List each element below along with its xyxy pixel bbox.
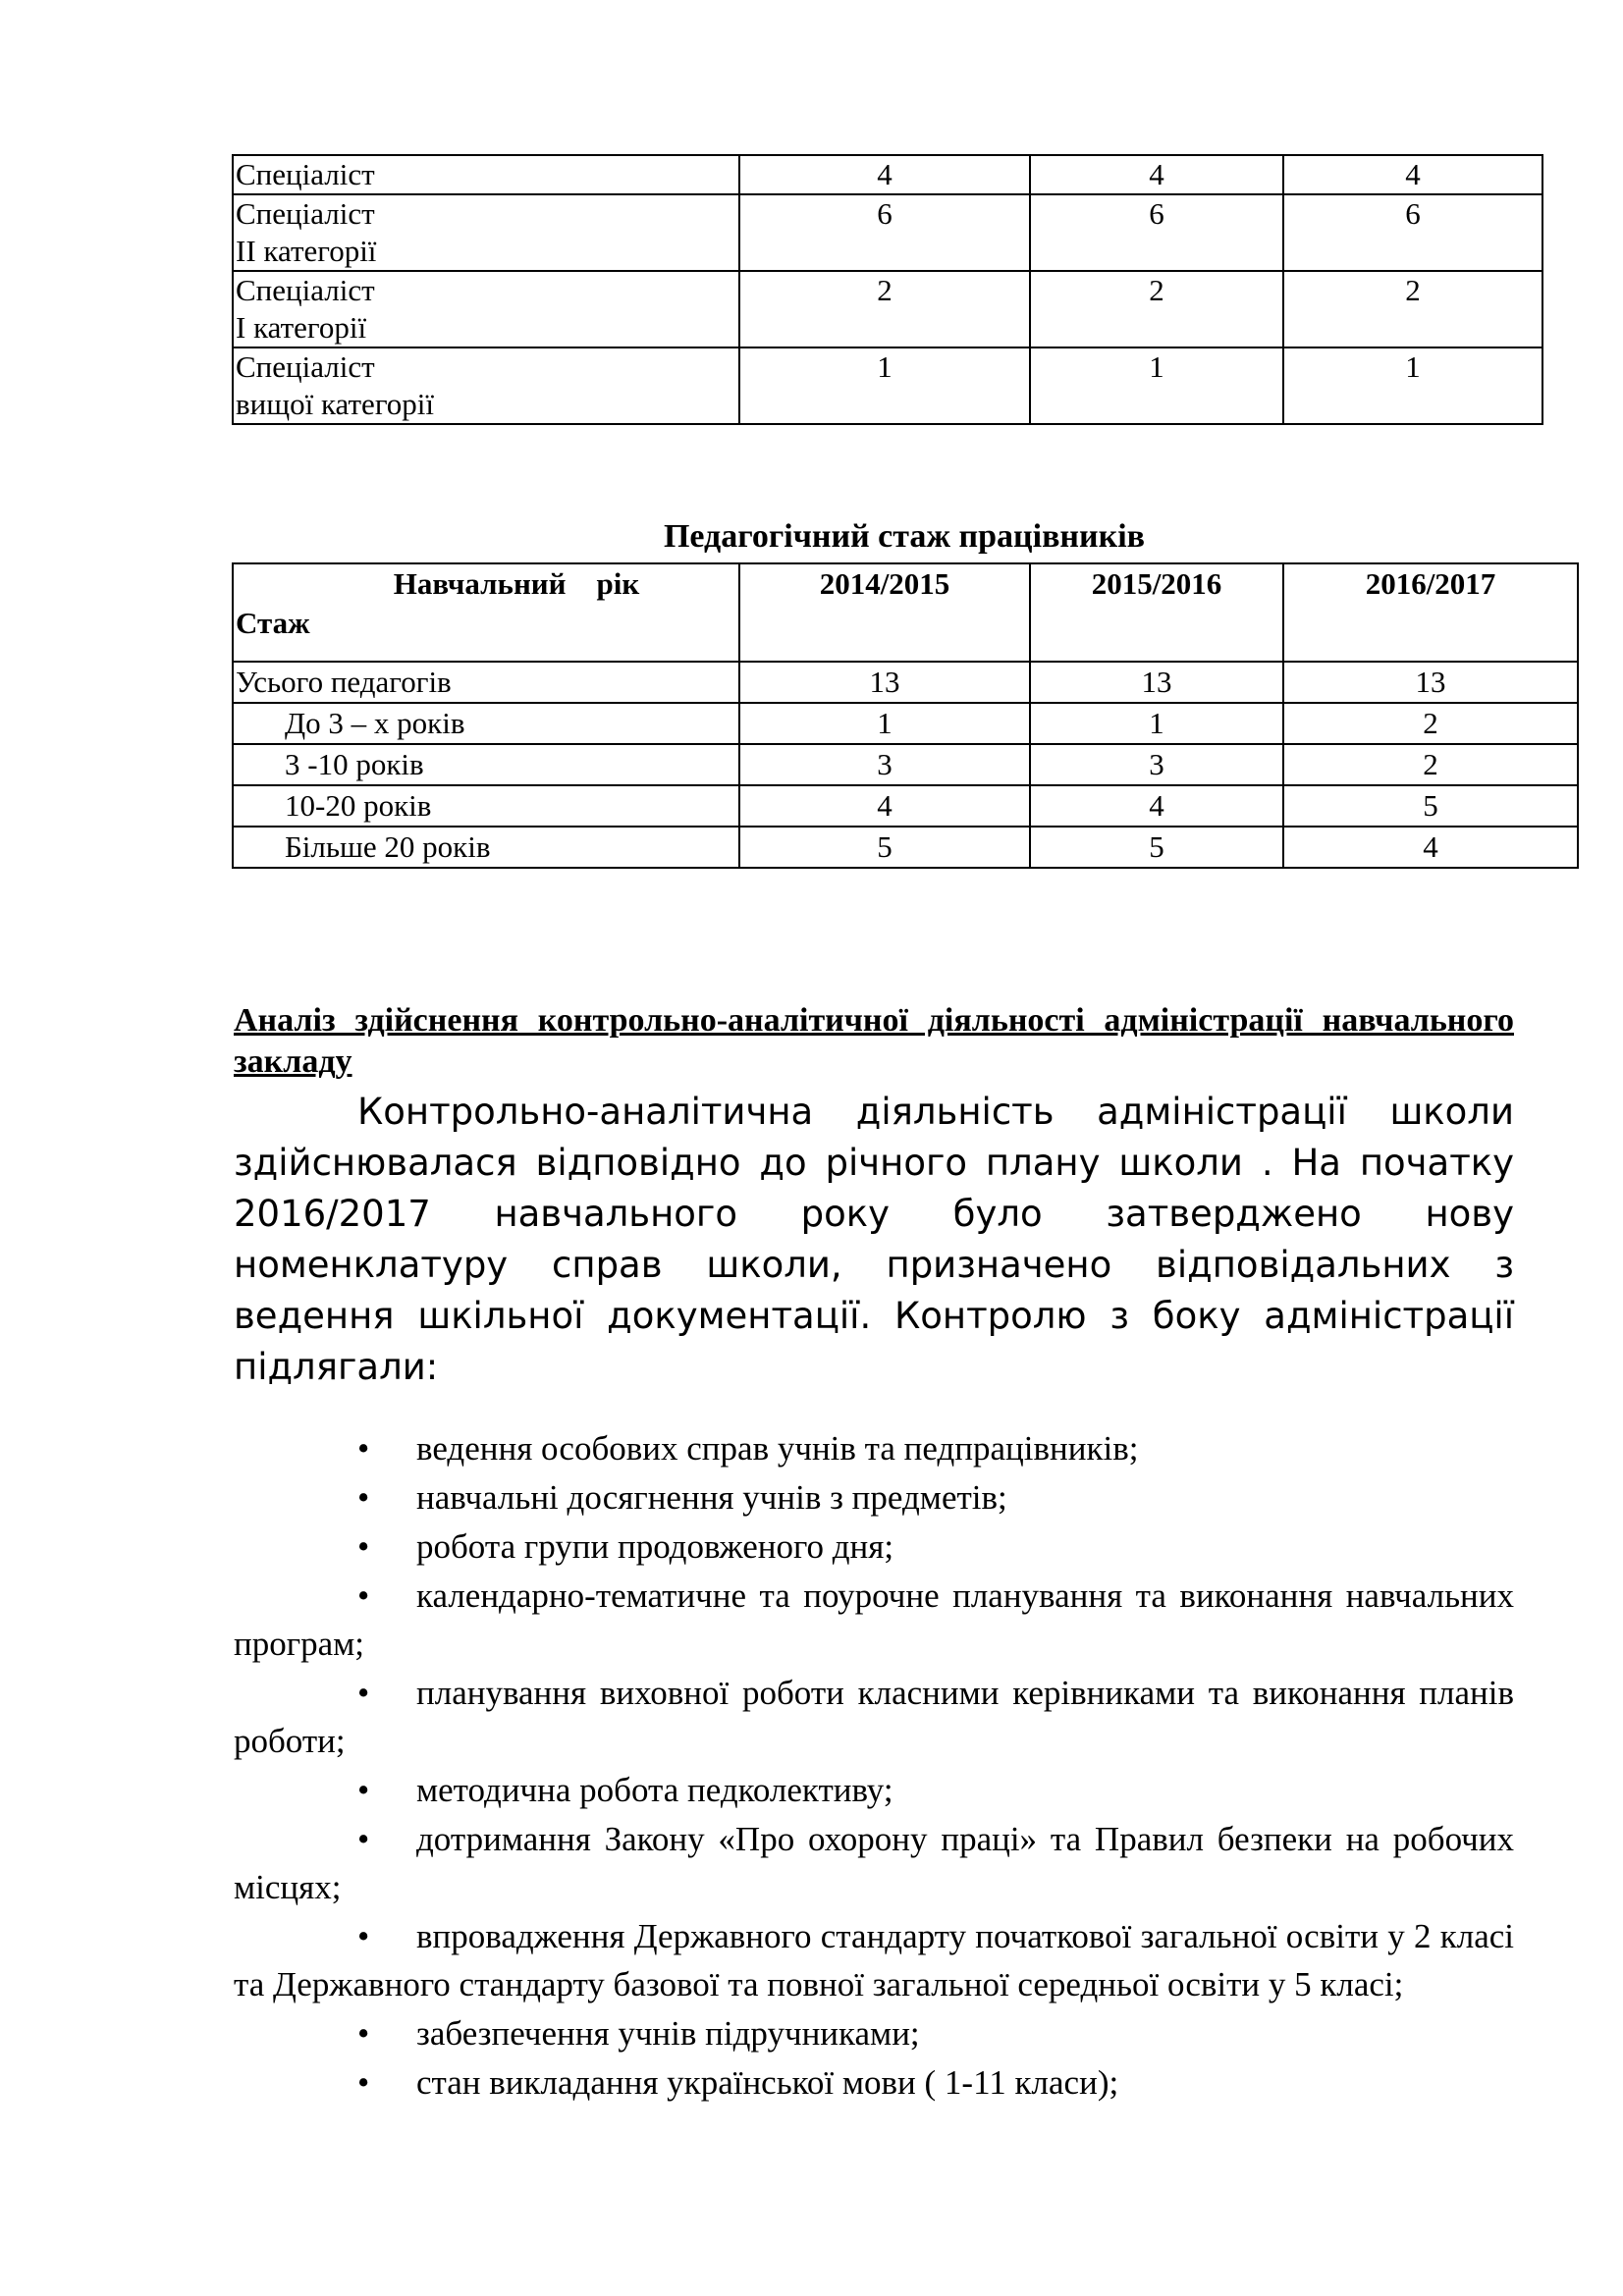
experience-label-cell: 10-20 років (233, 785, 739, 827)
list-item-text: стан викладання української мови ( 1-11 класи); (416, 2063, 1119, 2102)
qualification-value-cell: 4 (1030, 155, 1283, 194)
experience-table (232, 562, 1579, 869)
qualification-row (233, 347, 1542, 424)
list-item-text: робота групи продовженого дня; (416, 1527, 894, 1566)
bullet-icon: • (357, 1478, 370, 1517)
header-corner-cell (233, 563, 739, 662)
control-items-list (234, 1424, 1514, 2108)
list-item (234, 1912, 1514, 2008)
experience-label-cell: До 3 – х років (233, 703, 739, 744)
header-year-cell: 2014/2015 (739, 563, 1030, 662)
qualification-value-cell: 6 (1283, 194, 1542, 271)
experience-row (233, 785, 1578, 827)
qualification-row (233, 194, 1542, 271)
experience-row (233, 662, 1578, 703)
list-item-text: календарно-тематичне та поурочне планування та виконання навчальних програм; (234, 1576, 1514, 1663)
header-stazh-label: Стаж (236, 606, 310, 640)
list-item-text: планування виховної роботи класними керівниками та виконання планів роботи; (234, 1674, 1514, 1760)
bullet-icon: • (357, 1820, 370, 1858)
bullet-icon: • (357, 1576, 370, 1615)
qualification-value-cell: 6 (1030, 194, 1283, 271)
header-year-label: Навчальний рік (393, 566, 640, 601)
experience-value-cell: 2 (1283, 703, 1578, 744)
list-item (234, 1815, 1514, 1911)
qualification-value-cell: 1 (1030, 347, 1283, 424)
bullet-icon: • (357, 1674, 370, 1712)
experience-row (233, 703, 1578, 744)
qualification-row (233, 155, 1542, 194)
qualification-label-cell: Спеціаліст ІІ категорії (233, 194, 739, 271)
qualification-row (233, 271, 1542, 347)
bullet-icon: • (357, 1917, 370, 1955)
qualification-value-cell: 1 (1283, 347, 1542, 424)
list-item (234, 1669, 1514, 1765)
list-item-text: ведення особових справ учнів та педпрацівників; (416, 1429, 1139, 1468)
qualification-label-cell: Спеціаліст вищої категорії (233, 347, 739, 424)
qualification-value-cell: 1 (739, 347, 1030, 424)
list-item (234, 1473, 1514, 1522)
bullet-icon: • (357, 1771, 370, 1809)
list-item (234, 2058, 1514, 2107)
experience-value-cell: 3 (739, 744, 1030, 785)
intro-paragraph: Контрольно-аналітична діяльність адміністрації школи здійснювалася відповідно до річного плану школи . На початку 2016/2017 навчального року було затверджено нову номенклатуру справ школи, призначено відповідальних з ведення шкільної документації. Контролю з боку адміністрації підлягали: (234, 1091, 1514, 1388)
experience-label-cell: Більше 20 років (233, 827, 739, 868)
experience-value-cell: 4 (739, 785, 1030, 827)
qualification-value-cell: 2 (1030, 271, 1283, 347)
header-year-cell: 2015/2016 (1030, 563, 1283, 662)
qualification-table (232, 154, 1543, 425)
experience-value-cell: 3 (1030, 744, 1283, 785)
experience-value-cell: 5 (739, 827, 1030, 868)
qualification-label-cell: Спеціаліст І категорії (233, 271, 739, 347)
qualification-value-cell: 6 (739, 194, 1030, 271)
qualification-value-cell: 4 (739, 155, 1030, 194)
experience-value-cell: 13 (1030, 662, 1283, 703)
section-heading: Аналіз здійснення контрольно-аналітичної діяльності адміністрації навчального закладу (234, 1002, 1514, 1080)
header-year-cell: 2016/2017 (1283, 563, 1578, 662)
experience-row (233, 827, 1578, 868)
list-item (234, 1424, 1514, 1472)
experience-value-cell: 1 (1030, 703, 1283, 744)
experience-value-cell: 5 (1030, 827, 1283, 868)
experience-value-cell: 4 (1030, 785, 1283, 827)
experience-value-cell: 13 (1283, 662, 1578, 703)
qualification-value-cell: 2 (1283, 271, 1542, 347)
list-item-text: впровадження Державного стандарту початкової загальної освіти у 2 класі та Державного стандарту базової та повної загальної середньої освіти у 5 класі; (234, 1917, 1514, 2003)
list-item (234, 1766, 1514, 1814)
bullet-icon: • (357, 1527, 370, 1566)
list-item-text: забезпечення учнів підручниками; (416, 2014, 920, 2053)
bullet-icon: • (357, 1429, 370, 1468)
experience-table-title: Педагогічний стаж працівників (663, 518, 1146, 555)
bullet-icon: • (357, 2063, 370, 2102)
experience-value-cell: 2 (1283, 744, 1578, 785)
list-item-text: навчальні досягнення учнів з предметів; (416, 1478, 1007, 1517)
list-item (234, 1522, 1514, 1571)
qualification-value-cell: 4 (1283, 155, 1542, 194)
experience-header-row (233, 563, 1578, 662)
list-item (234, 2009, 1514, 2057)
list-item (234, 1572, 1514, 1668)
experience-value-cell: 4 (1283, 827, 1578, 868)
experience-value-cell: 5 (1283, 785, 1578, 827)
qualification-value-cell: 2 (739, 271, 1030, 347)
experience-label-cell: 3 -10 років (233, 744, 739, 785)
qualification-label-cell: Спеціаліст (233, 155, 739, 194)
list-item-text: методична робота педколективу; (416, 1771, 893, 1809)
experience-label-cell: Усього педагогів (233, 662, 739, 703)
experience-value-cell: 13 (739, 662, 1030, 703)
bullet-icon: • (357, 2014, 370, 2053)
list-item-text: дотримання Закону «Про охорону праці» та Правил безпеки на робочих місцях; (234, 1820, 1514, 1906)
experience-row (233, 744, 1578, 785)
experience-value-cell: 1 (739, 703, 1030, 744)
